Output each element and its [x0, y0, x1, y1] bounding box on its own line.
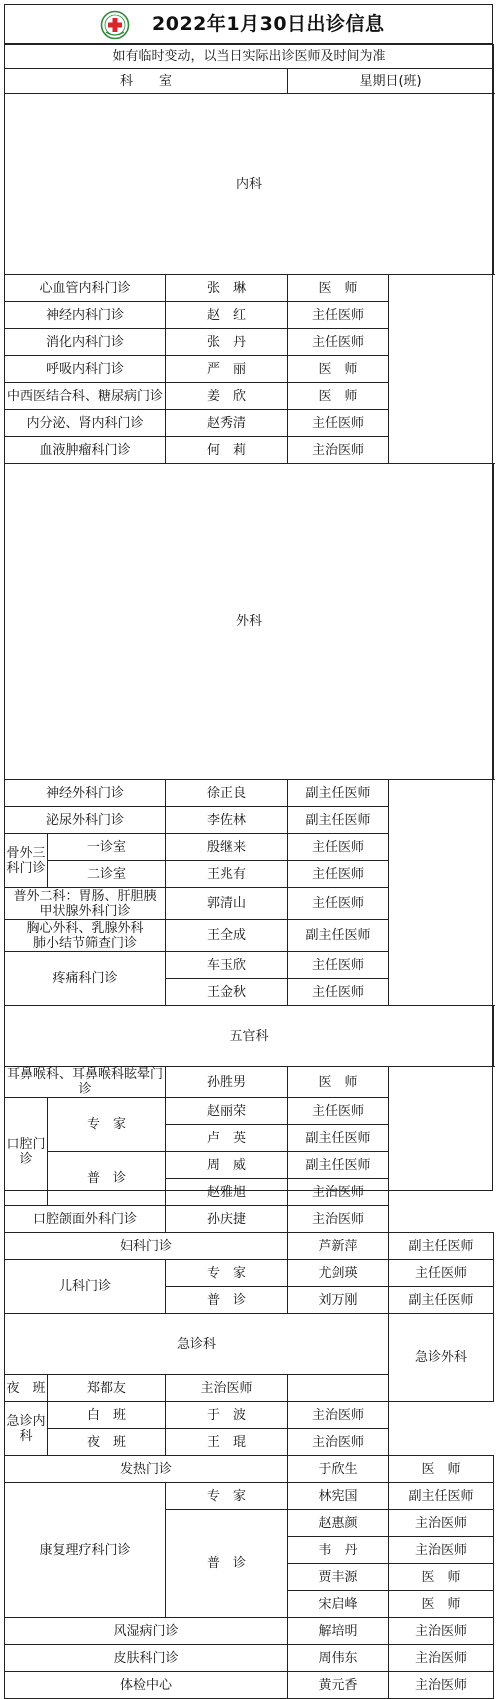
- doctor-name: 何 莉: [166, 437, 288, 464]
- table-row: [5, 1098, 494, 1125]
- table-row: [5, 1645, 494, 1672]
- doctor-name: 宋启峰: [288, 1591, 389, 1618]
- clinic-sub: 普 诊: [166, 1510, 288, 1618]
- doctor-title: 主治医师: [166, 1375, 288, 1402]
- column-header-row: [5, 69, 494, 94]
- doctor-title: 副主任医师: [288, 1125, 389, 1152]
- clinic-name: 发热门诊: [5, 1456, 288, 1483]
- clinic-name: 口腔颌面外科门诊: [5, 1206, 166, 1233]
- header-bar: [4, 4, 493, 44]
- doctor-title: 主治医师: [389, 1537, 494, 1564]
- department-group: 急诊科: [5, 1314, 389, 1375]
- doctor-name: 韦 丹: [288, 1537, 389, 1564]
- doctor-name: 赵丽荣: [166, 1098, 288, 1125]
- table-row: [5, 920, 494, 952]
- notice-text: 如有临时变动，以当日实际出诊医师及时间为准: [5, 45, 494, 69]
- table-row: [5, 1456, 494, 1483]
- table-row: [5, 464, 494, 780]
- page-title: 2022年1月30日出诊信息: [152, 13, 385, 35]
- clinic-name: 急诊内科: [5, 1402, 48, 1456]
- doctor-title: 主治医师: [288, 1179, 389, 1206]
- clinic-name: 风湿病门诊: [5, 1618, 288, 1645]
- doctor-name: 孙胜男: [166, 1067, 288, 1098]
- table-row: [5, 302, 494, 329]
- clinic-name: 儿科门诊: [5, 1260, 166, 1314]
- table-row: [5, 1260, 494, 1287]
- doctor-title: 副主任医师: [389, 1287, 494, 1314]
- doctor-name: 卢 英: [166, 1125, 288, 1152]
- clinic-name: 口腔门诊: [5, 1098, 48, 1206]
- doctor-name: 于 波: [166, 1402, 288, 1429]
- clinic-sub: 一诊室: [48, 834, 166, 861]
- clinic-name: 急诊外科: [389, 1314, 494, 1402]
- clinic-name: 体检中心: [5, 1672, 288, 1699]
- clinic-name: 骨外三科门诊: [5, 834, 48, 888]
- doctor-title: 主治医师: [288, 1429, 389, 1456]
- clinic-name: 泌尿外科门诊: [5, 807, 166, 834]
- table-row: [5, 780, 494, 807]
- doctor-name: 林宪国: [288, 1483, 389, 1510]
- table-row: [5, 888, 494, 920]
- department-group: 内科: [5, 94, 494, 275]
- table-row: [5, 1233, 494, 1260]
- doctor-name: 王 琨: [166, 1429, 288, 1456]
- doctor-name: 张 丹: [166, 329, 288, 356]
- clinic-name: 中西医结合科、糖尿病门诊: [5, 383, 166, 410]
- table-row: [5, 1314, 494, 1375]
- doctor-name: 周伟东: [288, 1645, 389, 1672]
- doctor-title: 医 师: [389, 1456, 494, 1483]
- clinic-sub: 普 诊: [166, 1287, 288, 1314]
- clinic-sub: 专 家: [48, 1098, 166, 1152]
- table-row: [5, 1067, 494, 1098]
- doctor-title: 医 师: [288, 1067, 389, 1098]
- doctor-title: 副主任医师: [288, 807, 389, 834]
- table-row: [5, 1672, 494, 1699]
- doctor-name: 李佐林: [166, 807, 288, 834]
- table-row: [5, 1483, 494, 1510]
- doctor-title: 医 师: [389, 1591, 494, 1618]
- doctor-name: 周 威: [166, 1152, 288, 1179]
- doctor-title: 主任医师: [288, 888, 389, 920]
- doctor-name: 赵雅旭: [166, 1179, 288, 1206]
- doctor-name: 王全成: [166, 920, 288, 952]
- doctor-title: 副主任医师: [288, 920, 389, 952]
- doctor-name: 贾丰源: [288, 1564, 389, 1591]
- table-row: [5, 952, 494, 979]
- clinic-name: 胸心外科、乳腺外科 肺小结节筛查门诊: [5, 920, 166, 952]
- department-group: 外科: [5, 464, 494, 780]
- doctor-title: 主任医师: [288, 329, 389, 356]
- clinic-sub: 夜 班: [5, 1375, 48, 1402]
- doctor-name: 赵 红: [166, 302, 288, 329]
- doctor-title: 主任医师: [288, 861, 389, 888]
- clinic-name: 呼吸内科门诊: [5, 356, 166, 383]
- table-row: [5, 437, 494, 464]
- clinic-sub: 白 班: [48, 1402, 166, 1429]
- doctor-title: 主任医师: [288, 302, 389, 329]
- doctor-title: 主任医师: [389, 1260, 494, 1287]
- doctor-name: 车玉欣: [166, 952, 288, 979]
- table-row: [5, 1152, 494, 1179]
- clinic-sub: 专 家: [166, 1483, 288, 1510]
- doctor-name: 解培明: [288, 1618, 389, 1645]
- doctor-name: 芦新萍: [288, 1233, 389, 1260]
- table-row: [5, 94, 494, 275]
- clinic-sub: 专 家: [166, 1260, 288, 1287]
- doctor-name: 姜 欣: [166, 383, 288, 410]
- clinic-name: 心血管内科门诊: [5, 275, 166, 302]
- clinic-name: 皮肤科门诊: [5, 1645, 288, 1672]
- doctor-title: 医 师: [288, 383, 389, 410]
- schedule-header: 星期日(班): [288, 69, 494, 94]
- doctor-title: 副主任医师: [288, 780, 389, 807]
- doctor-name: 赵惠颜: [288, 1510, 389, 1537]
- table-row: [5, 1206, 494, 1233]
- doctor-name: 刘万刚: [288, 1287, 389, 1314]
- doctor-title: 主任医师: [288, 834, 389, 861]
- doctor-title: 主治医师: [389, 1510, 494, 1537]
- department-header: 科 室: [5, 69, 288, 94]
- doctor-title: 医 师: [288, 275, 389, 302]
- clinic-name: 血液肿瘤科门诊: [5, 437, 166, 464]
- doctor-title: 主治医师: [389, 1672, 494, 1699]
- doctor-name: 徐正良: [166, 780, 288, 807]
- clinic-name: 普外二科：胃肠、肝胆胰 甲状腺外科门诊: [5, 888, 166, 920]
- doctor-name: 张 琳: [166, 275, 288, 302]
- table-row: [5, 1006, 494, 1067]
- doctor-title: 医 师: [288, 356, 389, 383]
- department-group: 五官科: [5, 1006, 494, 1067]
- clinic-name: 消化内科门诊: [5, 329, 166, 356]
- doctor-name: 赵秀清: [166, 410, 288, 437]
- schedule-table: [4, 44, 494, 1699]
- hospital-logo-icon: [100, 10, 130, 40]
- clinic-name: 耳鼻喉科、耳鼻喉科眩晕门诊: [5, 1067, 166, 1098]
- table-row: [5, 861, 494, 888]
- table-row: [5, 356, 494, 383]
- doctor-name: 于欣生: [288, 1456, 389, 1483]
- doctor-name: 郭清山: [166, 888, 288, 920]
- clinic-sub: 二诊室: [48, 861, 166, 888]
- table-row: [5, 1429, 494, 1456]
- doctor-name: 严 丽: [166, 356, 288, 383]
- clinic-name: 疼痛科门诊: [5, 952, 166, 1006]
- table-row: [5, 329, 494, 356]
- doctor-title: 医 师: [389, 1564, 494, 1591]
- doctor-title: 主治医师: [288, 1206, 389, 1233]
- doctor-title: 主治医师: [389, 1645, 494, 1672]
- clinic-sub: 夜 班: [48, 1429, 166, 1456]
- doctor-title: 主任医师: [288, 979, 389, 1006]
- clinic-name: 内分泌、肾内科门诊: [5, 410, 166, 437]
- doctor-name: 尤剑瑛: [288, 1260, 389, 1287]
- clinic-name: 神经外科门诊: [5, 780, 166, 807]
- doctor-name: 殷继来: [166, 834, 288, 861]
- doctor-name: 黄元香: [288, 1672, 389, 1699]
- clinic-name: 神经内科门诊: [5, 302, 166, 329]
- clinic-name: 妇科门诊: [5, 1233, 288, 1260]
- doctor-title: 主任医师: [288, 952, 389, 979]
- doctor-title: 主任医师: [288, 410, 389, 437]
- table-row: [5, 275, 494, 302]
- doctor-title: 主治医师: [288, 1402, 389, 1429]
- doctor-name: 王金秋: [166, 979, 288, 1006]
- doctor-title: 主治医师: [389, 1618, 494, 1645]
- table-row: [5, 807, 494, 834]
- notice-row: [5, 45, 494, 69]
- doctor-title: 主任医师: [288, 1098, 389, 1125]
- doctor-title: 副主任医师: [288, 1152, 389, 1179]
- doctor-title: 主治医师: [288, 437, 389, 464]
- doctor-name: 孙庆捷: [166, 1206, 288, 1233]
- table-row: [5, 834, 494, 861]
- table-row: [5, 383, 494, 410]
- doctor-name: 王兆有: [166, 861, 288, 888]
- table-row: [5, 1402, 494, 1429]
- table-row: [5, 410, 494, 437]
- clinic-name: 康复理疗科门诊: [5, 1483, 166, 1618]
- doctor-title: 副主任医师: [389, 1483, 494, 1510]
- doctor-title: 副主任医师: [389, 1233, 494, 1260]
- table-row: [5, 1618, 494, 1645]
- doctor-name: 郑都友: [48, 1375, 166, 1402]
- clinic-sub: 普 诊: [48, 1152, 166, 1206]
